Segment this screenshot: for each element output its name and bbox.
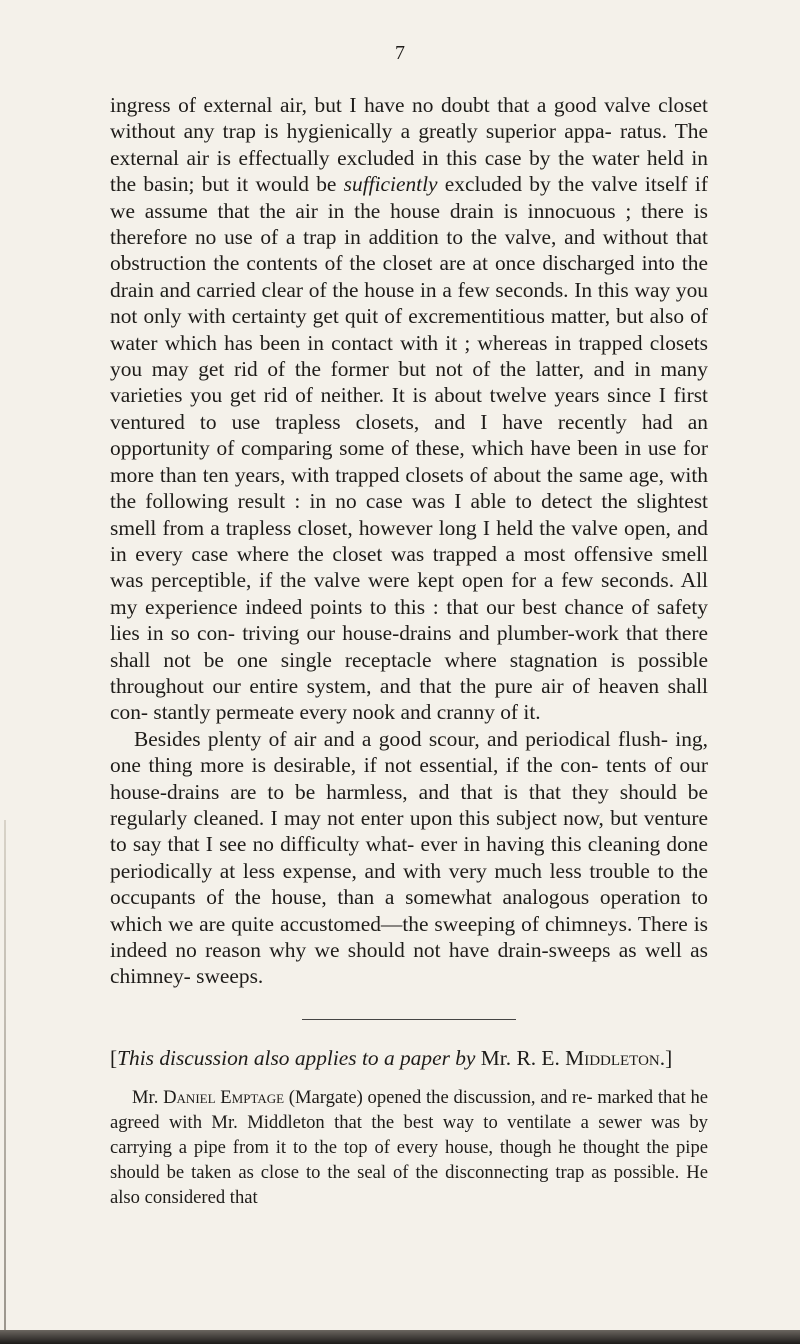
text-line: by the valve itself if we assume that the air in the house drain [110,172,708,223]
text-line: stantly permeate every nook and cranny of it. [153,700,541,725]
emphasis: sufficiently [343,172,438,197]
page-number: 7 [395,42,405,64]
text-line: an opportunity of comparing some of these, which have been [110,409,708,461]
text-line: you may get rid of the former but not of the latter, and in many [110,357,708,382]
text-line: ventilate a sewer was by carrying a pipe from it to the top of every [110,1112,708,1159]
bracket: ] [665,1045,673,1070]
text-line: I first ventured to use trapless closets, and I have recently had [110,383,708,434]
page-edge-shadow [4,820,6,1330]
text-line: the water held in the basin; but it would be [110,145,708,197]
text-line: our entire system, and that the pure air of heaven shall con- [110,673,708,725]
text-line: triving our house-drains and plumber-work that there shall not [110,621,709,672]
text-line: reason why we should not have drain-sweeps as well as chimney- [110,938,708,989]
text-line: tents of our house-drains are to be harmless, and that is that [110,753,708,804]
text-line: to detect the slightest smell from a trapless closet, however [110,489,708,540]
note-text: Mr. [475,1045,517,1070]
text-line: sweeps. [196,964,264,989]
text-line: Besides plenty of air and a good scour, and periodical flush- [134,726,668,751]
text-line: seal of the disconnecting trap as possible. He also considered that [110,1162,708,1209]
discussion-paragraph [110,1085,708,1210]
speaker-name: Daniel Emptage [163,1087,285,1109]
text-line: closet without any trap is hygienically a greatly superior appa- [110,93,708,144]
note-italic: This discussion also applies to a paper by [117,1045,476,1070]
text-line: ratus. The external air is effectually excluded in this case by [110,119,709,170]
text-line: excluded [437,172,522,197]
text-line: the same age, with the following result : in no case was I able [110,462,708,514]
text-line: be one single receptacle where stagnation is possible throughout [110,647,708,698]
text-line: varieties you get rid of neither. It is about twelve years since [110,383,652,408]
body-text [110,92,708,1210]
text-line: closet are at once discharged into the drain and carried clear of [110,251,708,302]
text-line: Mr. [132,1087,164,1109]
text-line: certainty get quit of excrementitious matter, but also of water [110,304,708,355]
text-line: the house in a few seconds. In this way you not only with [110,277,708,329]
paragraph-1 [110,92,708,726]
discussion-note [110,1045,708,1071]
text-line: the valve, and without that obstruction the contents of the [110,225,708,276]
text-line: house, though he thought the pipe should be taken as close to the [110,1137,708,1184]
text-line: marked that he agreed with Mr. Middleton that the best way to [110,1087,709,1134]
text-line: they should be regularly cleaned. I may not enter upon this [110,779,708,830]
text-line: ing, one thing more is desirable, if not essential, if the con- [110,726,708,778]
text-line: which has been in contact with it ; whereas in trapped closets [164,330,708,355]
author-name: R. E. Middleton. [516,1045,666,1070]
text-line: accustomed—the sweeping of chimneys. There is indeed no [110,911,708,962]
bracket: [ [110,1045,118,1070]
text-line: than a somewhat analogous operation to which we are quite [110,885,708,936]
paragraph-2 [110,726,708,990]
section-divider [302,1019,516,1020]
text-line: was trapped a most offensive smell was perceptible, if the valve [110,541,708,593]
text-line: (Margate) opened the discussion, and re- [284,1087,593,1109]
text-line: ever in having this cleaning done periodically at less expense, [110,832,708,883]
text-line: long I held the valve open, and in every case where the closet [110,515,708,566]
text-line: were kept open for a few seconds. All my experience indeed [110,568,708,619]
text-line: ingress of external air, but I have no doubt that a good valve [110,93,651,117]
text-line: is innocuous ; there is therefore no use of a trap in addition to [110,198,708,250]
page-bottom-edge [0,1330,800,1344]
text-line: in use for more than ten years, with trapped closets of about [110,436,708,487]
text-line: points to this : that our best chance of safety lies in so con- [110,594,708,646]
text-line: subject now, but venture to say that I see no difficulty what- [110,805,708,857]
text-line: and with very much less trouble to the occupants of the house, [110,858,708,910]
